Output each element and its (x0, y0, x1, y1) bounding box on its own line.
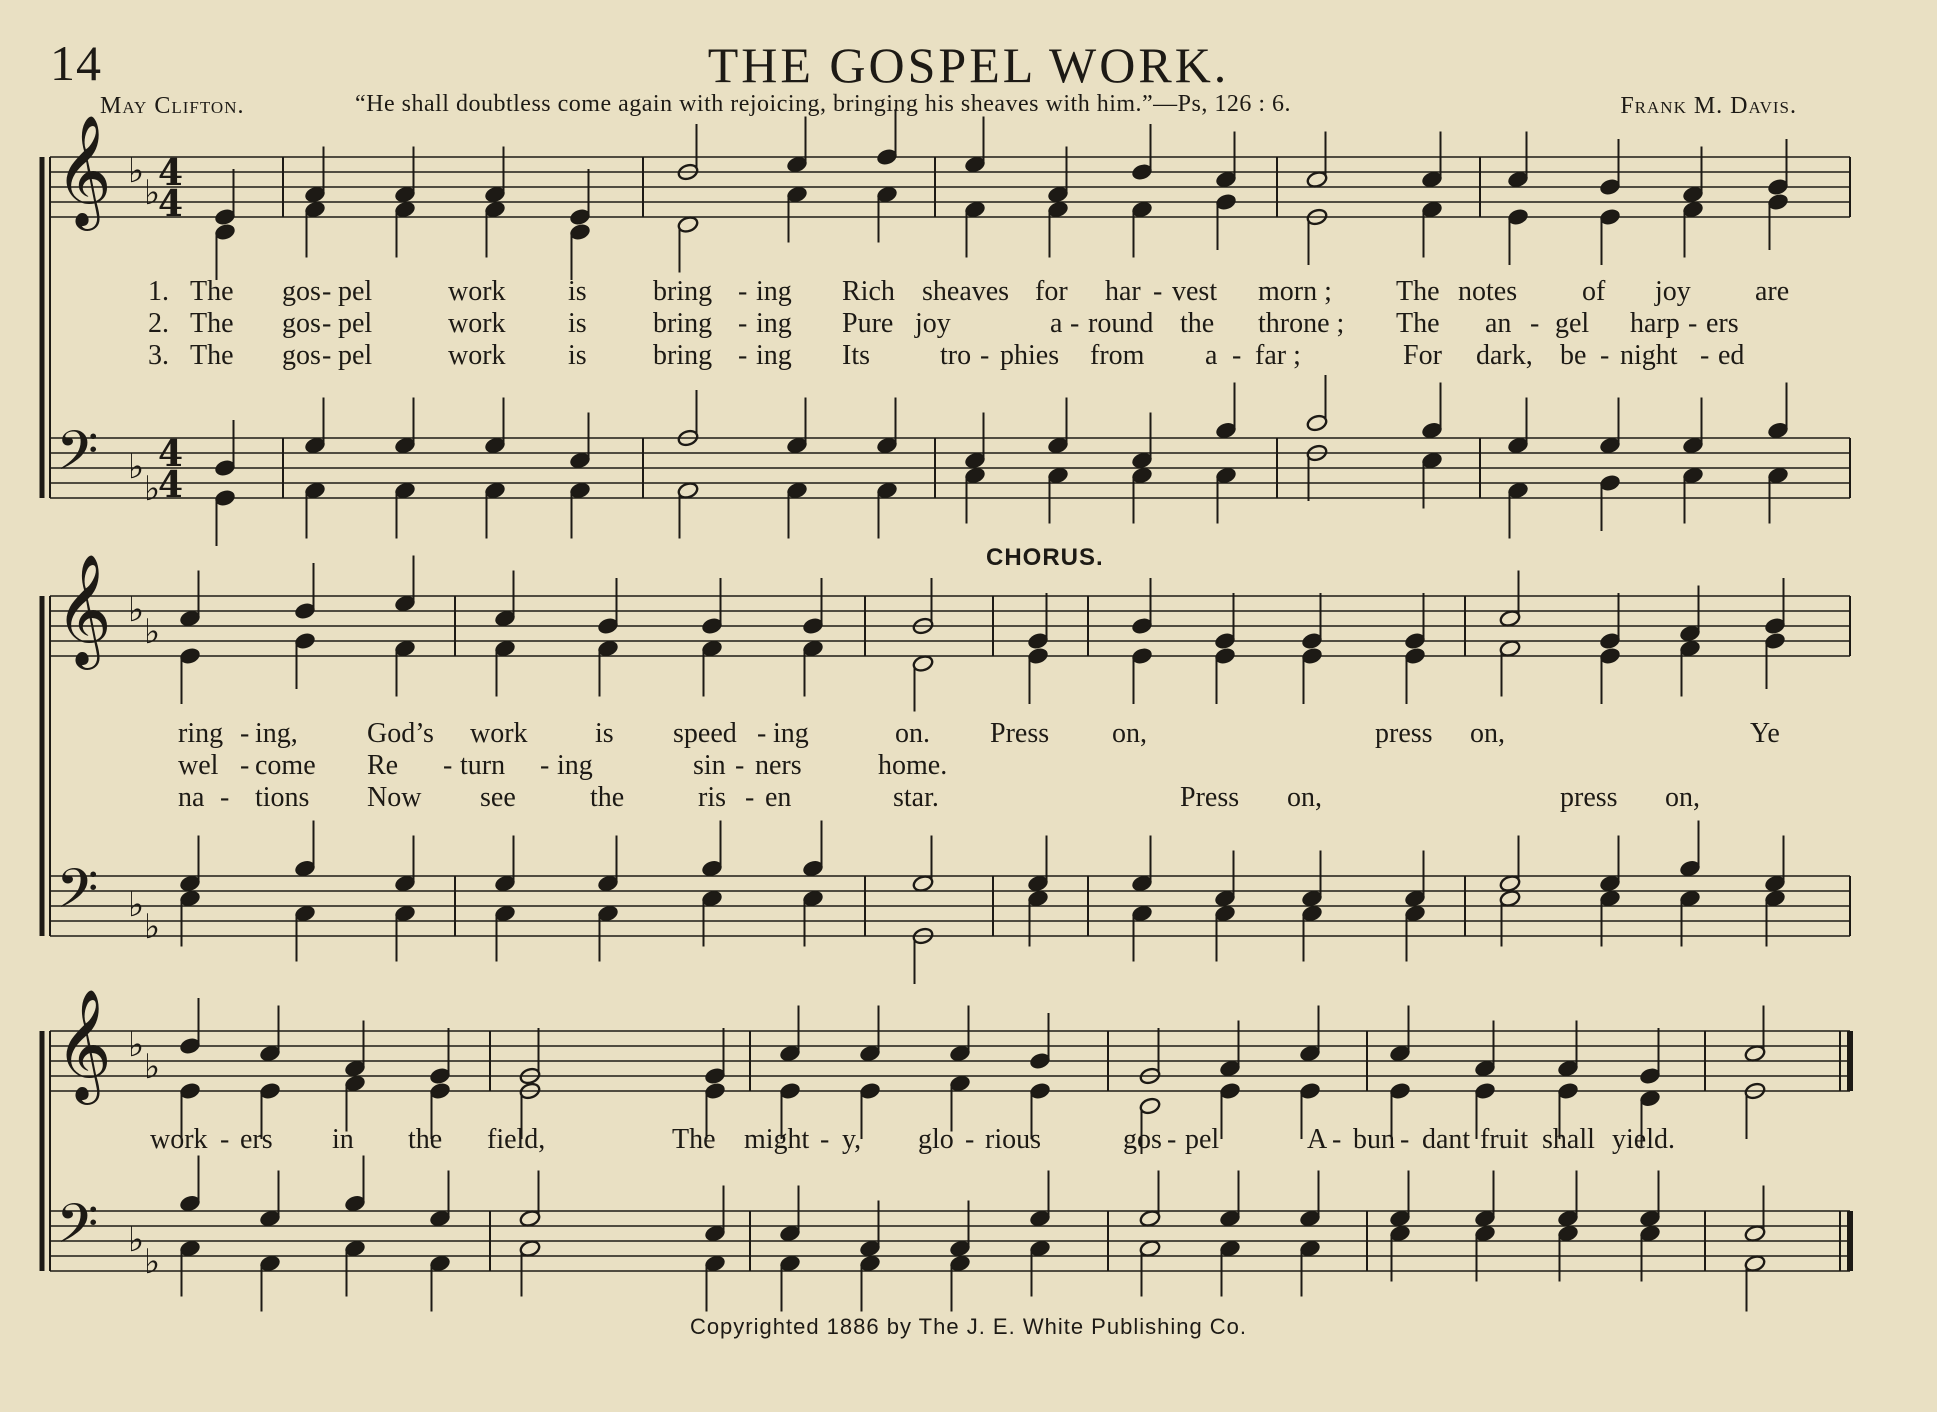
lyric-syllable: bring (653, 276, 713, 307)
lyric-syllable: field, (487, 1124, 546, 1155)
time-signature-digit: 4 (158, 152, 184, 194)
bar-line (1107, 1211, 1109, 1271)
bar-line (1464, 876, 1466, 936)
bar-line (1366, 1031, 1368, 1091)
scripture-quote: “He shall doubtless come again with rejoicing, bringing his sheaves with him.”—Ps, 126 : 6. (355, 91, 1292, 117)
lyric-syllable: bring (653, 340, 713, 371)
time-signature-digit: 4 (158, 464, 184, 506)
lyric-syllable: - (820, 1124, 830, 1155)
lyric-syllable: the (1180, 308, 1215, 339)
lyric-syllable: - (965, 1124, 975, 1155)
lyric-syllable: gel (1555, 308, 1590, 339)
bar-line (454, 596, 456, 656)
final-bar-thin (1839, 1211, 1841, 1271)
lyric-syllable: 3. (148, 340, 169, 371)
bar-line (1087, 876, 1089, 936)
lyric-syllable: ris (698, 782, 726, 813)
lyric-syllable: - (745, 782, 755, 813)
lyric-syllable: press (1560, 782, 1618, 813)
lyric-syllable: on, (1112, 718, 1147, 749)
lyric-syllable: far ; (1255, 340, 1301, 371)
composer: Frank M. Davis. (1620, 93, 1797, 119)
lyric-syllable: - (1700, 340, 1710, 371)
bar-line (1849, 438, 1851, 498)
lyric-syllable: ners (755, 750, 802, 781)
time-signature-digit: 4 (158, 433, 184, 475)
lyric-syllable: night (1620, 340, 1678, 371)
lyric-syllable: bring (653, 308, 713, 339)
lyric-syllable: ing, (255, 718, 298, 749)
system-bracket (40, 157, 45, 498)
lyric-syllable: of (1582, 276, 1606, 307)
lyric-syllable: ing (756, 340, 792, 371)
lyric-syllable: 2. (148, 308, 169, 339)
bar-line (282, 157, 284, 217)
lyric-syllable: 1. (148, 276, 169, 307)
final-bar-thin (1839, 1031, 1841, 1091)
lyric-syllable: bun (1353, 1124, 1395, 1155)
lyric-syllable: be (1560, 340, 1587, 371)
flat-sign: ♭ (144, 173, 161, 213)
lyric-syllable: - (240, 750, 250, 781)
lyric-syllable: Its (842, 340, 870, 371)
system-start-line (49, 1031, 51, 1271)
lyric-syllable: y, (842, 1124, 862, 1155)
lyric-syllable: on, (1470, 718, 1505, 749)
lyric-syllable: see (480, 782, 516, 813)
flat-sign: ♭ (128, 590, 145, 630)
lyric-syllable: ers (240, 1124, 273, 1155)
lyric-syllable: notes (1458, 276, 1518, 307)
lyric-syllable: gos (1123, 1124, 1162, 1155)
bass-clef: 𝄢 (56, 419, 99, 496)
lyric-syllable: - (1153, 276, 1163, 307)
flat-sign: ♭ (144, 612, 161, 652)
lyric-syllable: en (765, 782, 792, 813)
flat-sign: ♭ (128, 151, 145, 191)
lyric-syllable: harp (1630, 308, 1680, 339)
hymn-title: THE GOSPEL WORK. (707, 37, 1230, 93)
lyric-syllable: rious (985, 1124, 1041, 1155)
lyric-syllable: pel (338, 308, 373, 339)
lyric-syllable: is (568, 276, 587, 307)
bar-line (454, 876, 456, 936)
flat-sign: ♭ (144, 1242, 161, 1282)
lyric-syllable: na (178, 782, 205, 813)
bass-clef: 𝄢 (56, 1192, 99, 1269)
lyric-syllable: - (240, 718, 250, 749)
bar-line (642, 438, 644, 498)
chorus-label: CHORUS. (986, 544, 1104, 571)
bar-line (1479, 438, 1481, 498)
lyric-syllable: the (408, 1124, 443, 1155)
bar-line (1849, 596, 1851, 656)
lyric-syllable: work (150, 1124, 208, 1155)
lyric-syllable: - (980, 340, 990, 371)
final-bar-thick (1847, 1031, 1853, 1091)
system-bracket (40, 596, 45, 936)
lyric-syllable: ing (756, 308, 792, 339)
lyric-syllable: from (1090, 340, 1145, 371)
lyric-syllable: Ye (1750, 718, 1780, 749)
lyric-syllable: - (443, 750, 453, 781)
lyric-syllable: The (1396, 308, 1440, 339)
bar-line (992, 596, 994, 656)
lyric-syllable: on, (1287, 782, 1322, 813)
lyric-syllable: - (540, 750, 550, 781)
lyric-syllable: pel (1185, 1124, 1220, 1155)
lyric-syllable: dark, (1476, 340, 1533, 371)
lyric-syllable: har (1105, 276, 1141, 307)
lyric-syllable: Re (367, 750, 399, 781)
bar-line (1276, 438, 1278, 498)
lyric-syllable: - (1600, 340, 1610, 371)
lyric-syllable: - (322, 276, 332, 307)
lyric-syllable: ed (1718, 340, 1745, 371)
lyric-syllable: yield. (1612, 1124, 1675, 1155)
bar-line (864, 596, 866, 656)
lyric-syllable: work (448, 276, 506, 307)
lyricist: May Clifton. (100, 93, 245, 119)
lyric-syllable: - (738, 276, 748, 307)
lyric-syllable: gos (282, 308, 321, 339)
lyric-syllable: - (1332, 1124, 1342, 1155)
lyric-syllable: for (1035, 276, 1068, 307)
system-start-line (49, 157, 51, 498)
lyric-syllable: - (1232, 340, 1242, 371)
lyric-syllable: fruit (1480, 1124, 1529, 1155)
lyric-syllable: is (568, 340, 587, 371)
bar-line (489, 1211, 491, 1271)
flat-sign: ♭ (144, 469, 161, 509)
lyric-syllable: round (1088, 308, 1154, 339)
lyric-syllable: - (738, 340, 748, 371)
lyric-syllable: - (220, 782, 230, 813)
lyric-syllable: on, (1665, 782, 1700, 813)
bar-line (1479, 157, 1481, 217)
flat-sign: ♭ (144, 907, 161, 947)
bar-line (1464, 596, 1466, 656)
bar-line (1849, 157, 1851, 217)
lyric-syllable: on. (895, 718, 930, 749)
lyric-syllable: a (1205, 340, 1218, 371)
lyric-syllable: a (1050, 308, 1063, 339)
bar-line (489, 1031, 491, 1091)
treble-clef: 𝄞 (55, 988, 112, 1100)
lyric-syllable: work (448, 340, 506, 371)
system-start-line (49, 596, 51, 936)
lyric-syllable: The (190, 308, 234, 339)
lyric-syllable: throne ; (1258, 308, 1345, 339)
lyric-syllable: God’s (367, 718, 434, 749)
bar-line (749, 1031, 751, 1091)
lyric-syllable: ing (756, 276, 792, 307)
copyright-notice: Copyrighted 1886 by The J. E. White Publishing Co. (689, 1314, 1248, 1339)
lyric-syllable: gos (282, 340, 321, 371)
bar-line (1276, 157, 1278, 217)
flat-sign: ♭ (128, 447, 145, 487)
lyric-syllable: The (1396, 276, 1440, 307)
lyric-syllable: - (757, 718, 767, 749)
bar-line (1849, 876, 1851, 936)
lyric-syllable: pel (338, 340, 373, 371)
lyric-syllable: tro (940, 340, 972, 371)
time-signature-digit: 4 (158, 183, 184, 225)
lyric-syllable: speed (673, 718, 737, 749)
bar-line (864, 876, 866, 936)
lyric-syllable: Press (990, 718, 1050, 749)
lyric-syllable: - (322, 340, 332, 371)
lyric-syllable: shall (1542, 1124, 1595, 1155)
lyric-syllable: wel (178, 750, 219, 781)
final-bar-thick (1847, 1211, 1853, 1271)
flat-sign: ♭ (128, 1025, 145, 1065)
lyric-syllable: A (1307, 1124, 1328, 1155)
lyric-syllable: is (595, 718, 614, 749)
lyric-syllable: sheaves (922, 276, 1010, 307)
lyric-syllable: pel (338, 276, 373, 307)
bar-line (934, 157, 936, 217)
lyric-syllable: gos (282, 276, 321, 307)
lyric-syllable: are (1755, 276, 1790, 307)
lyric-syllable: tions (255, 782, 310, 813)
lyric-syllable: phies (1000, 340, 1060, 371)
bar-line (642, 157, 644, 217)
lyric-syllable: ers (1706, 308, 1739, 339)
bass-clef: 𝄢 (56, 857, 99, 934)
bar-line (282, 438, 284, 498)
flat-sign: ♭ (128, 1220, 145, 1260)
lyric-syllable: The (672, 1124, 716, 1155)
lyric-syllable: Press (1180, 782, 1240, 813)
lyric-syllable: The (190, 276, 234, 307)
lyric-syllable: press (1375, 718, 1433, 749)
lyric-syllable: dant (1422, 1124, 1471, 1155)
lyric-syllable: - (1400, 1124, 1410, 1155)
lyric-syllable: ing (557, 750, 593, 781)
lyric-syllable: - (1070, 308, 1080, 339)
lyric-syllable: home. (878, 750, 948, 781)
bar-line (992, 876, 994, 936)
lyric-syllable: sin (693, 750, 726, 781)
lyric-syllable: Pure (842, 308, 894, 339)
system-bracket (40, 1031, 45, 1271)
bar-line (934, 438, 936, 498)
treble-clef: 𝄞 (55, 553, 112, 665)
treble-clef: 𝄞 (55, 114, 112, 226)
lyric-syllable: come (255, 750, 316, 781)
bar-line (749, 1211, 751, 1271)
bar-line (1087, 596, 1089, 656)
lyric-syllable: Now (367, 782, 422, 813)
lyric-syllable: For (1403, 340, 1442, 371)
lyric-syllable: morn ; (1258, 276, 1332, 307)
lyric-syllable: vest (1172, 276, 1218, 307)
bar-line (1704, 1031, 1706, 1091)
page-number: 14 (50, 35, 102, 91)
lyric-syllable: joy (1655, 276, 1691, 307)
bar-line (1704, 1211, 1706, 1271)
lyric-syllable: - (322, 308, 332, 339)
lyric-syllable: joy (915, 308, 951, 339)
lyric-syllable: work (448, 308, 506, 339)
lyric-syllable: turn (460, 750, 506, 781)
lyric-syllable: - (1167, 1124, 1177, 1155)
lyric-syllable: Rich (842, 276, 895, 307)
lyric-syllable: - (220, 1124, 230, 1155)
flat-sign: ♭ (144, 1047, 161, 1087)
bar-line (1366, 1211, 1368, 1271)
lyric-syllable: - (735, 750, 745, 781)
lyric-syllable: in (332, 1124, 354, 1155)
lyric-syllable: - (1688, 308, 1698, 339)
lyric-syllable: might (744, 1124, 810, 1155)
lyric-syllable: work (470, 718, 528, 749)
lyric-syllable: ring (178, 718, 224, 749)
lyric-syllable: - (738, 308, 748, 339)
lyric-syllable: glo (918, 1124, 954, 1155)
lyric-syllable: the (590, 782, 625, 813)
lyric-syllable: star. (893, 782, 939, 813)
bar-line (1107, 1031, 1109, 1091)
lyric-syllable: is (568, 308, 587, 339)
flat-sign: ♭ (128, 885, 145, 925)
lyric-syllable: ing (773, 718, 809, 749)
lyric-syllable: - (1530, 308, 1540, 339)
lyric-syllable: an (1485, 308, 1512, 339)
lyric-syllable: The (190, 340, 234, 371)
